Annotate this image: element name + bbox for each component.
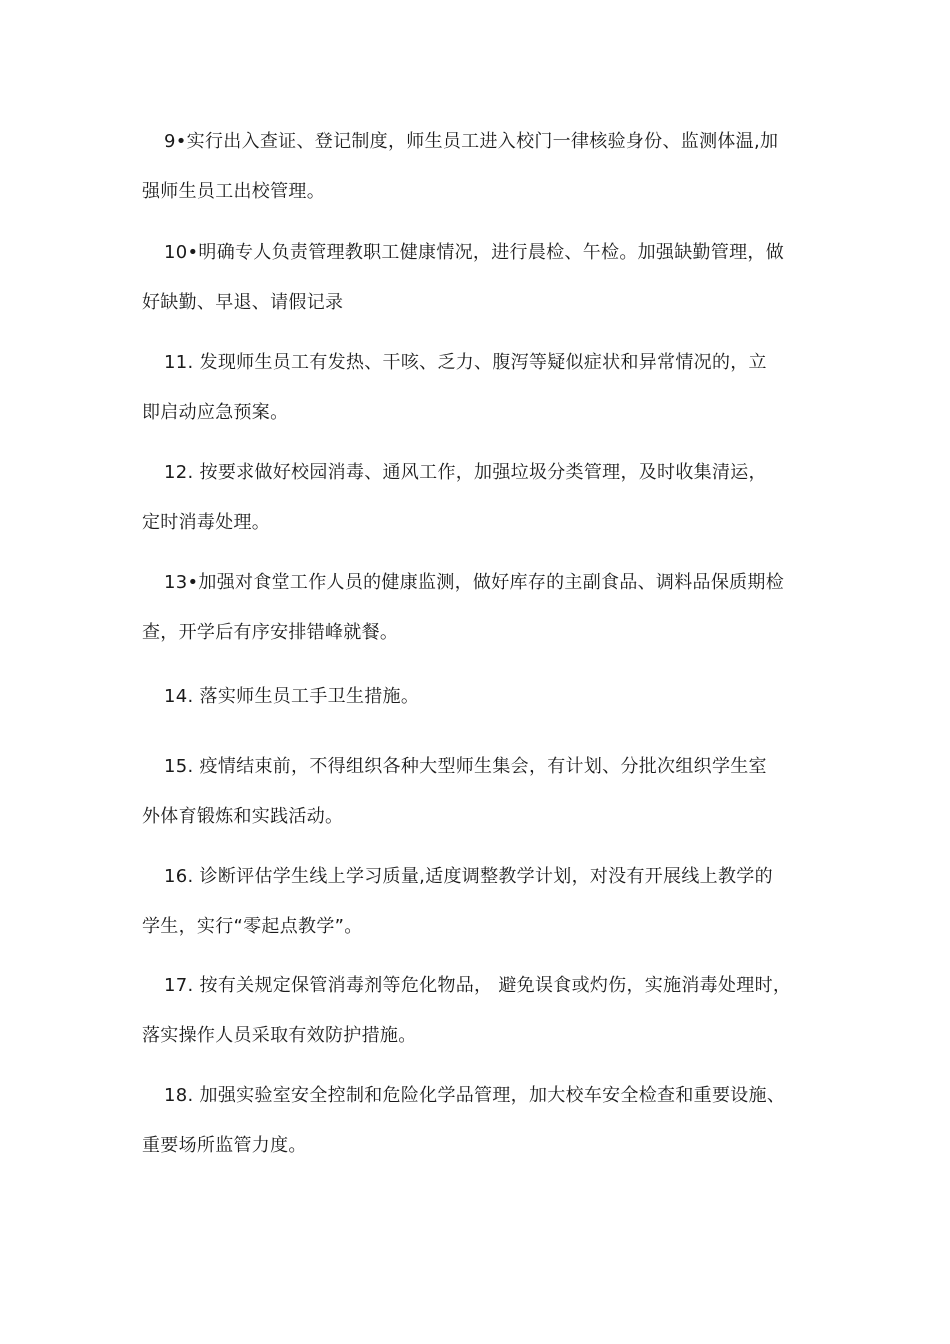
item-16-line-1: 16. 诊断评估学生线上学习质量,适度调整教学计划，对没有开展线上教学的 (164, 866, 773, 887)
item-15-line-2: 外体育锻炼和实践活动。 (142, 806, 344, 827)
item-18-line-1: 18. 加强实验室安全控制和危险化学品管理，加大校车安全检查和重要设施、 (164, 1085, 786, 1106)
list-item-13 (142, 570, 822, 646)
item-13-line-2: 查，开学后有序安排错峰就餐。 (142, 622, 399, 643)
list-item-9 (142, 129, 822, 205)
item-17-line-1: 17. 按有关规定保管消毒剂等危化物品， 避免误食或灼伤，实施消毒处理时， (164, 975, 792, 996)
item-13-line-1: 13•加强对食堂工作人员的健康监测，做好库存的主副食品、调料品保质期检 (164, 572, 785, 593)
item-11-line-2: 即启动应急预案。 (142, 402, 289, 423)
list-item-15 (142, 754, 822, 830)
item-16-line-2: 学生，实行“零起点教学”。 (142, 916, 363, 937)
item-14-line-1: 14. 落实师生员工手卫生措施。 (164, 686, 420, 707)
item-15-line-1: 15. 疫情结束前，不得组织各种大型师生集会，有计划、分批次组织学生室 (164, 756, 767, 777)
item-12-line-1: 12. 按要求做好校园消毒、通风工作，加强垃圾分类管理，及时收集清运， (164, 462, 767, 483)
list-item-10 (142, 240, 822, 316)
item-18-line-2: 重要场所监管力度。 (142, 1135, 307, 1156)
item-17-line-2: 落实操作人员采取有效防护措施。 (142, 1025, 417, 1046)
list-item-17 (142, 973, 822, 1049)
item-9-line-1: 9•实行出入查证、登记制度，师生员工进入校门一律核验身份、监测体温,加 (164, 131, 779, 152)
item-10-line-1: 10•明确专人负责管理教职工健康情况，进行晨检、午检。加强缺勤管理，做 (164, 242, 785, 263)
item-10-line-2: 好缺勤、早退、请假记录 (142, 292, 344, 313)
item-12-line-2: 定时消毒处理。 (142, 512, 271, 533)
item-9-line-2: 强师生员工出校管理。 (142, 181, 325, 202)
list-item-16 (142, 864, 822, 940)
list-item-12 (142, 460, 822, 536)
list-item-18 (142, 1083, 822, 1159)
item-11-line-1: 11. 发现师生员工有发热、干咳、乏力、腹泻等疑似症状和异常情况的，立 (164, 352, 767, 373)
list-item-14 (142, 684, 822, 710)
list-item-11 (142, 350, 822, 426)
